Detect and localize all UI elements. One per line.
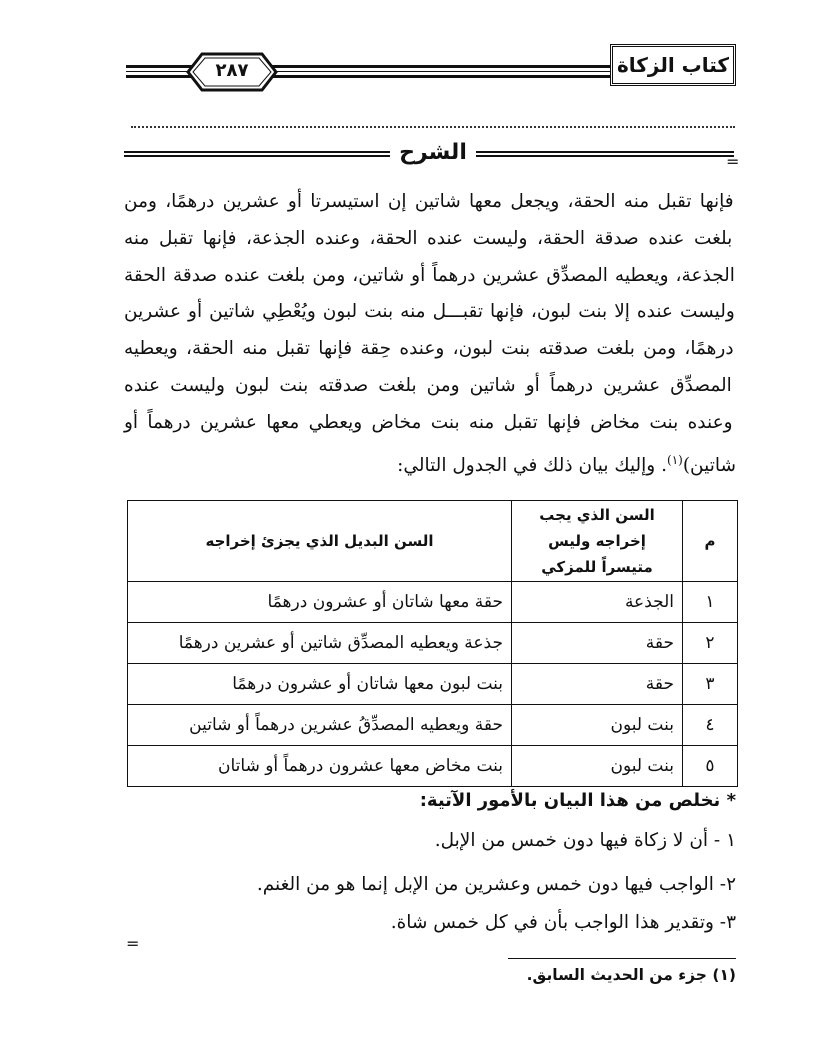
cell-num: ٣ [683,664,738,705]
page-number: ٢٨٧ [215,60,249,81]
section-heading [0,140,830,180]
para-line: وليست عنده إلا بنت لبون، فإنها تقبـــل منه بنت لبون ويُعْطِي شاتين أو عشرين [124,301,735,323]
section-rule-right [476,151,734,157]
para-line: درهمًا، ومن بلغت صدقته بنت لبون، وعنده حِقة فإنها تقبل منه الحقة، ويعطيه [124,338,734,360]
margin-mark-bottom: = [126,934,140,953]
conclusions-heading: * نخلص من هذا البيان بالأمور الآتية: [419,790,736,811]
cell-num: ٥ [683,746,738,787]
footnote-ref[interactable]: (١) [667,452,683,467]
cell-substitute: بنت مخاض معها عشرون درهماً أو شاتان [128,746,512,787]
cell-required: الجذعة [512,582,683,623]
col-header-substitute: السن البديل الذي يجزئ إخراجه [128,501,512,582]
cell-num: ١ [683,582,738,623]
camel-age-table [127,500,738,787]
page-number-badge [186,51,278,93]
para-line: فإنها تقبل منه الحقة، ويجعل معها شاتين إن استيسرتا أو عشرين درهمًا، ومن [124,191,734,212]
cell-required: حقة [512,623,683,664]
conclusion-item: ٢- الواجب فيها دون خمس وعشرين من الإبل إنما هو من الغنم. [256,874,736,895]
cell-substitute: بنت لبون معها شاتان أو عشرون درهمًا [128,664,512,705]
table-row [128,582,738,623]
para-line: بلغت عنده صدقة الحقة، وليست عنده الحقة، وعنده الجذعة، فإنها تقبل منه [124,227,733,249]
table-row [128,705,738,746]
para-line: وعنده بنت مخاض فإنها تقبل منه بنت مخاض ويعطي معها عشرين درهماً أو [124,411,733,433]
cell-required: حقة [512,664,683,705]
book-title: كتاب الزكاة [610,44,736,86]
cell-required: بنت لبون [512,746,683,787]
footnote-separator [508,958,736,959]
table-header-row [128,501,738,582]
conclusion-item: ٣- وتقدير هذا الواجب بأن في كل خمس شاة. [390,912,736,933]
margin-mark-top: = [726,152,740,171]
para-line: شاتين) [682,454,736,476]
conclusion-item: ١ - أن لا زكاة فيها دون خمس من الإبل. [434,830,736,851]
table-row [128,746,738,787]
cell-required: بنت لبون [512,705,683,746]
para-line: المصدِّق عشرين درهماً أو شاتين ومن بلغت صدقته بنت لبون وليست عنده [124,374,732,396]
para-line: الجذعة، ويعطيه المصدِّق عشرين درهماً أو شاتين، ومن بلغت عنده صدقة الحقة [124,264,735,286]
dotted-divider [131,118,735,128]
col-header-num: م [683,501,738,582]
table-row [128,623,738,664]
cell-num: ٢ [683,623,738,664]
commentary-paragraph [124,184,736,485]
table-row [128,664,738,705]
para-line-tail: . وإليك بيان ذلك في الجدول التالي: [397,454,667,476]
cell-substitute: حقة معها شاتان أو عشرون درهمًا [128,582,512,623]
cell-substitute: جذعة ويعطيه المصدِّق شاتين أو عشرين درهمًا [128,623,512,664]
footnote: (١) جزء من الحديث السابق. [526,966,736,984]
section-rule-left [124,151,390,157]
cell-substitute: حقة ويعطيه المصدِّقُ عشرين درهماً أو شاتين [128,705,512,746]
cell-num: ٤ [683,705,738,746]
section-title: الشرح [399,140,467,165]
col-header-required: السن الذي يجب إخراجه وليس متيسراً للمزكي [512,501,683,582]
